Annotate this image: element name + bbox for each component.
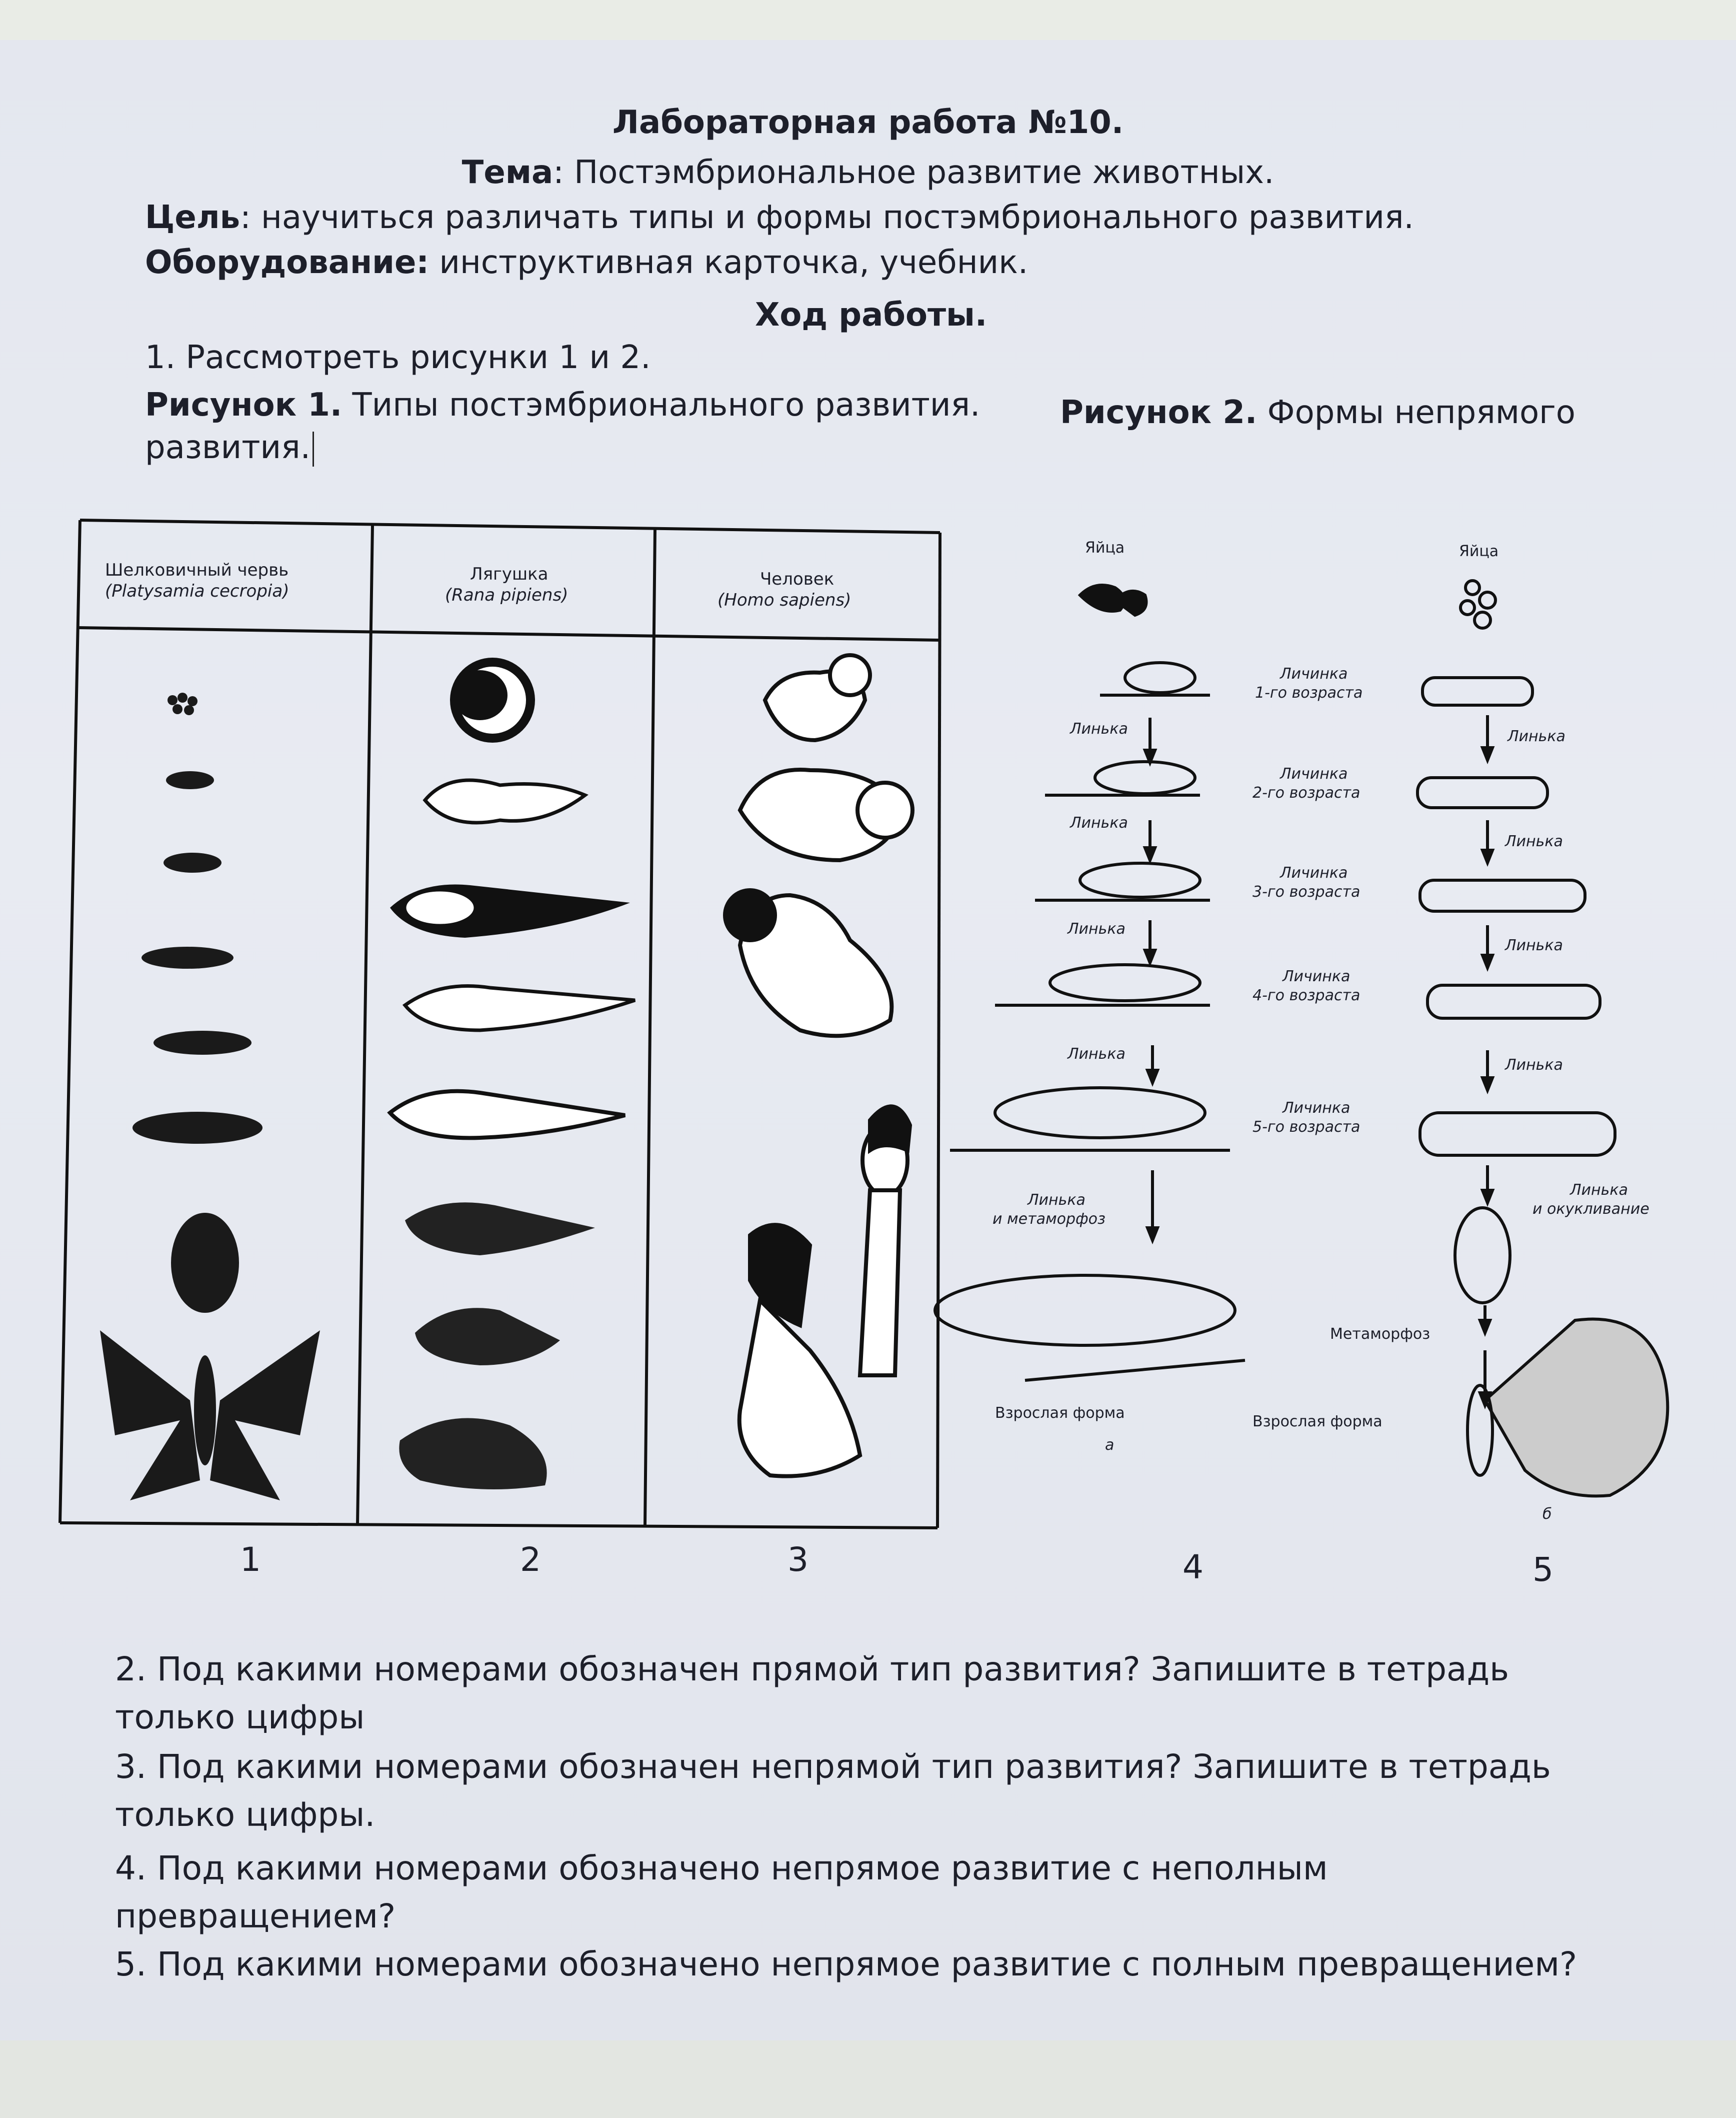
instar-label-4: 4-го возраста bbox=[1252, 987, 1360, 1004]
col-header-silkworm-latin: (Platysamia cecropia) bbox=[105, 581, 290, 601]
col-header-silkworm: Шелковичный червь bbox=[105, 560, 289, 580]
goal-text: : научиться различать типы и формы постэмбрионального развития. bbox=[240, 199, 1414, 236]
instar-label-1: 1-го возраста bbox=[1255, 684, 1363, 702]
goal-label: Цель bbox=[145, 199, 240, 236]
question-2: 2. Под какими номерами обозначен прямой тип развития? Запишите в тетрадь только цифры bbox=[115, 1650, 1510, 1736]
figure-number-3: 3 bbox=[788, 1540, 808, 1579]
molt-label-3: Линька bbox=[1068, 920, 1126, 938]
figure-1-label: Рисунок 1. bbox=[145, 387, 342, 424]
col-header-human-latin: (Homo sapiens) bbox=[718, 590, 852, 610]
molt-pupation-label-line1: Линька bbox=[1570, 1181, 1628, 1199]
butterfly-molt-label-1: Линька bbox=[1508, 728, 1566, 745]
larva-label-4: Личинка bbox=[1282, 968, 1350, 985]
col-header-human: Человек bbox=[760, 569, 834, 589]
col-header-frog-latin: (Rana pipiens) bbox=[445, 585, 568, 605]
topic-label: Тема bbox=[462, 154, 554, 191]
larva-label-2: Личинка bbox=[1280, 765, 1348, 783]
step-1: 1. Рассмотреть рисунки 1 и 2. bbox=[145, 339, 651, 376]
figure-number-5: 5 bbox=[1532, 1550, 1554, 1589]
figure-2-continuation: развития. bbox=[145, 429, 310, 466]
instar-label-5: 5-го возраста bbox=[1252, 1118, 1360, 1136]
question-4: 4. Под какими номерами обозначено непрямое развитие с неполным превращением? bbox=[115, 1849, 1328, 1935]
procedure-title: Ход работы. bbox=[755, 297, 988, 334]
instar-label-2: 2-го возраста bbox=[1252, 784, 1360, 802]
col-header-frog: Лягушка bbox=[470, 564, 548, 584]
equipment-label: Оборудование: bbox=[145, 244, 429, 281]
adult-form-label-left: Взрослая форма bbox=[995, 1404, 1125, 1422]
page-title: Лабораторная работа №10. bbox=[612, 104, 1124, 141]
butterfly-molt-label-4: Линька bbox=[1505, 1056, 1563, 1074]
equipment-text: инструктивная карточка, учебник. bbox=[429, 244, 1028, 281]
figure-number-1: 1 bbox=[240, 1540, 261, 1579]
molt-label-2: Линька bbox=[1070, 814, 1128, 832]
topic-text: : Постэмбриональное развитие животных. bbox=[553, 154, 1274, 191]
butterfly-molt-label-3: Линька bbox=[1505, 937, 1563, 954]
eggs-label-right: Яйца bbox=[1459, 543, 1499, 560]
figure-1-text: Типы постэмбрионального развития. bbox=[342, 387, 980, 424]
larva-label-3: Личинка bbox=[1280, 864, 1348, 882]
figure-2-text: Формы непрямого bbox=[1257, 394, 1576, 431]
eggs-label-left: Яйца bbox=[1085, 539, 1125, 557]
larva-label-5: Личинка bbox=[1282, 1099, 1350, 1117]
figure-number-2: 2 bbox=[520, 1540, 541, 1579]
molt-pupation-label-line2: и окукливание bbox=[1532, 1200, 1650, 1218]
molt-label-1: Линька bbox=[1070, 720, 1128, 738]
subfigure-b: б bbox=[1542, 1505, 1552, 1523]
molt-metamorphosis-label-line1: Линька bbox=[1028, 1191, 1086, 1209]
larva-label-1: Личинка bbox=[1280, 665, 1348, 683]
grasshopper-stages bbox=[935, 585, 1245, 1380]
question-3: 3. Под какими номерами обозначен непрямой тип развития? Запишите в тетрадь только цифры. bbox=[115, 1747, 1551, 1834]
butterfly-molt-label-2: Линька bbox=[1505, 833, 1563, 850]
question-5: 5. Под какими номерами обозначено непрямое развитие с полным превращением? bbox=[115, 1945, 1578, 1983]
figure-number-4: 4 bbox=[1182, 1548, 1204, 1586]
subfigure-a: а bbox=[1105, 1436, 1114, 1454]
instar-label-3: 3-го возраста bbox=[1252, 883, 1360, 901]
butterfly-stages bbox=[1418, 581, 1668, 1496]
molt-label-4: Линька bbox=[1068, 1045, 1126, 1063]
molt-metamorphosis-label-line2: и метаморфоз bbox=[992, 1210, 1106, 1228]
figure-2-label: Рисунок 2. bbox=[1060, 394, 1258, 431]
adult-form-label-right: Взрослая форма bbox=[1252, 1413, 1382, 1430]
metamorphosis-label: Метаморфоз bbox=[1330, 1325, 1430, 1343]
